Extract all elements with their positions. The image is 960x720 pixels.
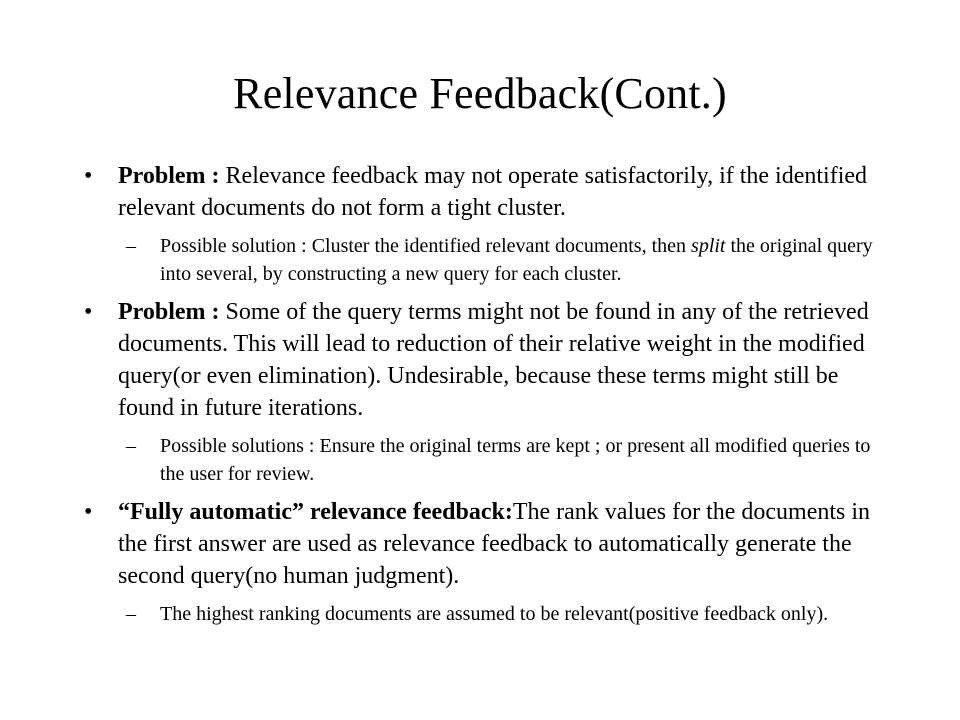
sub-bullet-marker: – (126, 603, 136, 625)
sub-bullet-marker: – (126, 235, 136, 257)
sub-bullet-possible-solutions (82, 432, 892, 488)
bullet-text: The rank values for the documents in the first answer are used as relevance feedback to automatically generate the second query(no human judgment). (118, 499, 871, 589)
bullet-bold-lead: Problem : (118, 299, 226, 325)
sub-bullet-highest-ranking (82, 600, 892, 628)
sub-bullet-text: Possible solutions : Ensure the original terms are kept ; or present all modified queries to the user for review. (160, 435, 871, 485)
bullet-marker: • (84, 299, 93, 325)
sub-bullet-text-after: the original query into several, by constructing a new query for each cluster. (160, 235, 873, 285)
bullet-text: Relevance feedback may not operate satisfactorily, if the identified relevant documents do not form a tight cluster. (118, 163, 868, 221)
bullet-marker: • (84, 163, 93, 189)
sub-bullet-text-before: Possible solution : Cluster the identified relevant documents, then (160, 235, 692, 257)
sub-bullet-text: The highest ranking documents are assumed to be relevant(positive feedback only). (160, 603, 829, 625)
bullet-text: Some of the query terms might not be found in any of the retrieved documents. This will lead to reduction of their relative weight in the modified query(or even elimination). Undesirable, because these terms might still be found in future iterations. (118, 299, 869, 421)
sub-bullet-possible-solution (82, 232, 892, 288)
sub-bullet-marker: – (126, 435, 136, 457)
bullet-problem-tight-cluster (82, 160, 892, 224)
bullet-marker: • (84, 499, 93, 525)
bullet-problem-query-terms (82, 296, 892, 424)
slide-content (82, 160, 892, 628)
bullet-bold-lead: Problem : (118, 163, 226, 189)
bullet-bold-lead: “Fully automatic” relevance feedback: (118, 499, 513, 525)
slide-title: Relevance Feedback(Cont.) (233, 69, 727, 118)
sub-bullet-italic-word: split (691, 235, 726, 257)
bullet-fully-automatic-feedback (82, 496, 892, 592)
